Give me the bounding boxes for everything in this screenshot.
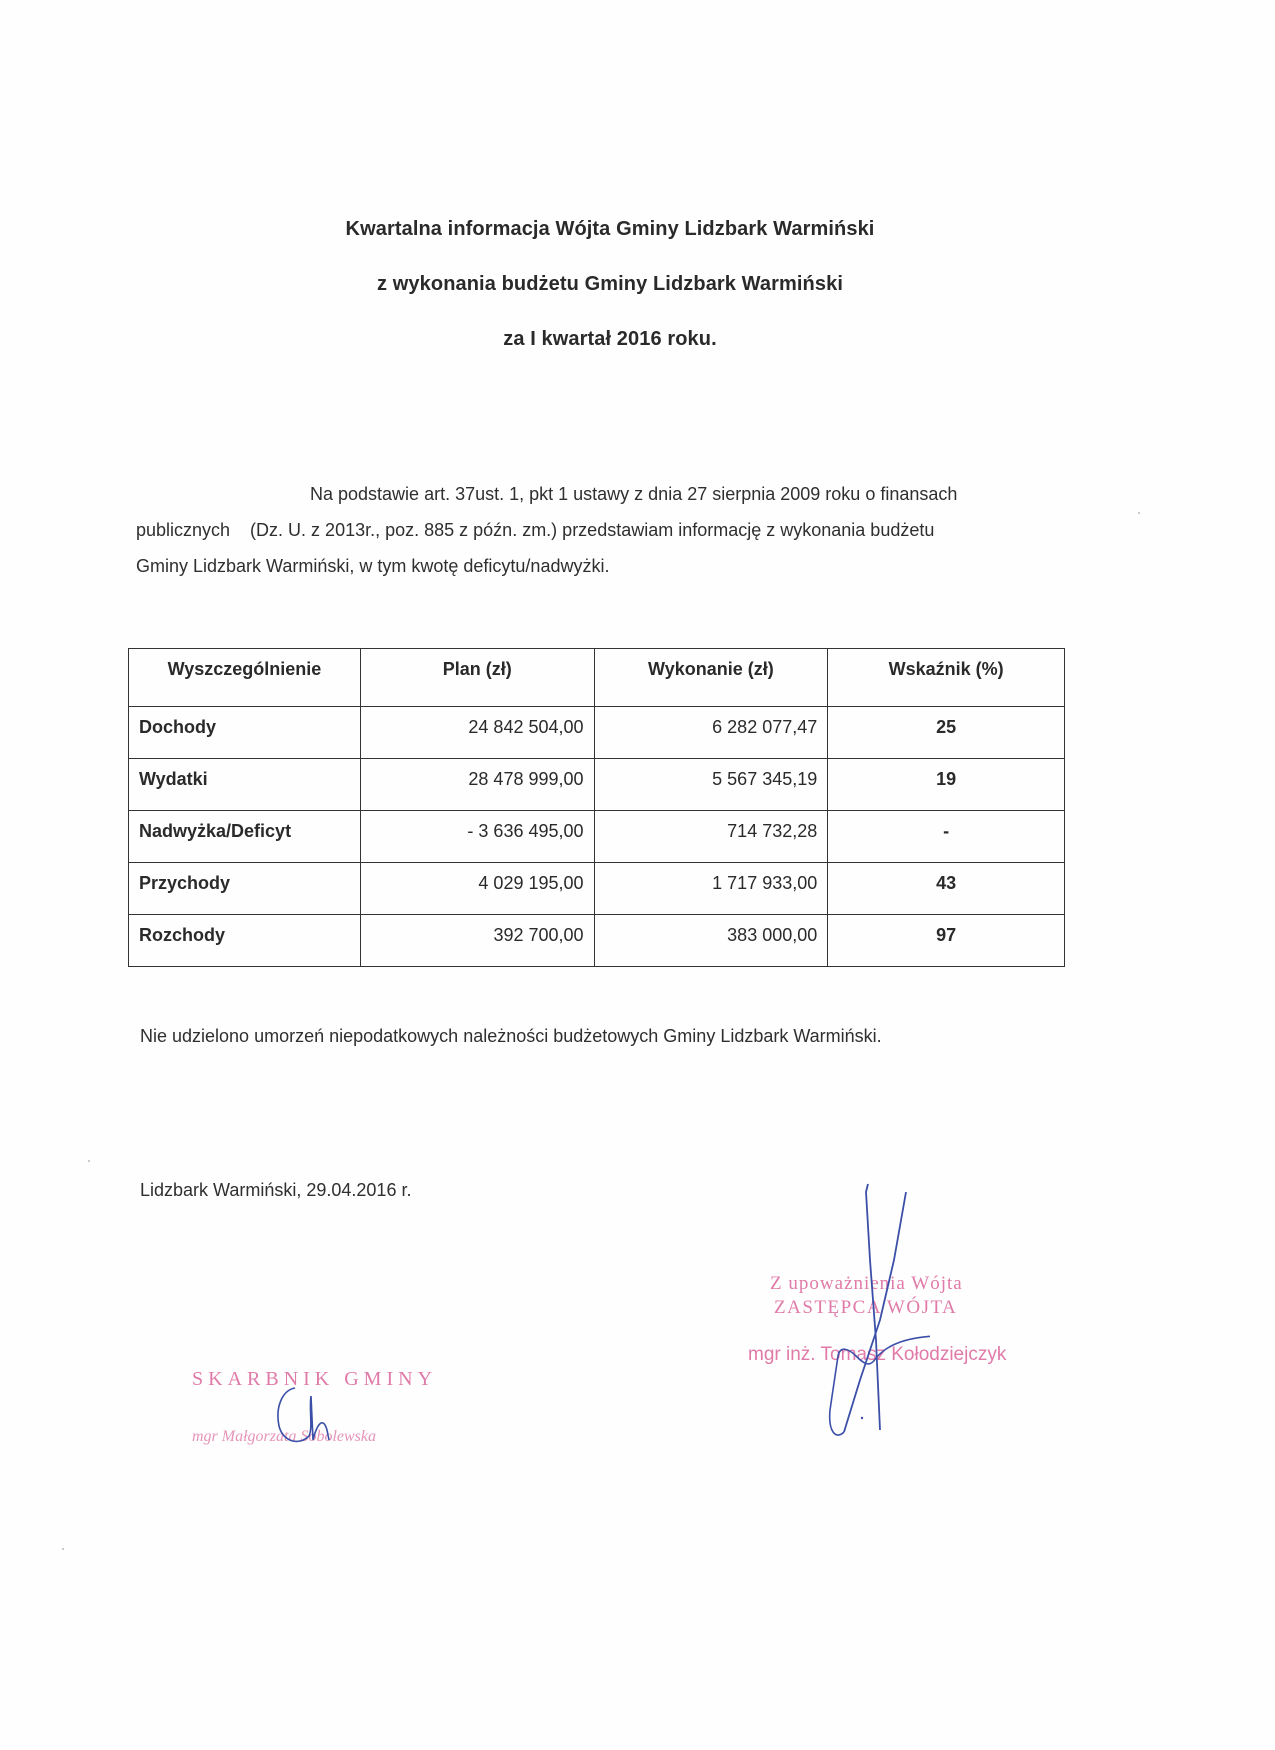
header-wykonanie: Wykonanie (zł) <box>594 649 828 707</box>
scan-speck <box>1138 512 1140 514</box>
row-wskaznik: 19 <box>828 759 1065 811</box>
row-plan: 4 029 195,00 <box>360 863 594 915</box>
note-text: Nie udzielono umorzeń niepodatkowych należności budżetowych Gminy Lidzbark Warmiński. <box>140 1026 882 1046</box>
table-row <box>129 811 1065 863</box>
stamp-left-line-2: mgr Małgorzata Sobolewska <box>192 1428 376 1445</box>
row-label: Rozchody <box>129 915 361 967</box>
intro-line-1: Na podstawie art. 37ust. 1, pkt 1 ustawy z dnia 27 sierpnia 2009 roku o finansach <box>310 484 958 504</box>
row-plan: - 3 636 495,00 <box>360 811 594 863</box>
row-label: Wydatki <box>129 759 361 811</box>
row-plan: 392 700,00 <box>360 915 594 967</box>
table-row <box>129 915 1065 967</box>
table-row <box>129 759 1065 811</box>
row-label: Przychody <box>129 863 361 915</box>
row-wykonanie: 5 567 345,19 <box>594 759 828 811</box>
intro-line-2: publicznych (Dz. U. z 2013r., poz. 885 z późn. zm.) przedstawiam informację z wykonania budżetu <box>136 520 935 540</box>
row-wskaznik: 43 <box>828 863 1065 915</box>
stamp-right-line-3: mgr inż. Tomasz Kołodziejczyk <box>748 1344 1007 1365</box>
row-wskaznik: 25 <box>828 707 1065 759</box>
stamp-right-line-2: ZASTĘPCA WÓJTA <box>774 1297 958 1318</box>
place-date: Lidzbark Warmiński, 29.04.2016 r. <box>140 1180 412 1200</box>
table-row <box>129 863 1065 915</box>
row-wykonanie: 383 000,00 <box>594 915 828 967</box>
budget-table <box>128 648 1065 967</box>
scan-speck <box>88 1160 90 1162</box>
title-line-1: Kwartalna informacja Wójta Gminy Lidzbark Warmiński <box>345 218 875 240</box>
table-row <box>129 707 1065 759</box>
scan-speck <box>62 1548 64 1550</box>
row-label: Dochody <box>129 707 361 759</box>
title-line-2: z wykonania budżetu Gminy Lidzbark Warmiński <box>377 273 843 295</box>
header-wyszczegolnienie: Wyszczególnienie <box>129 649 361 707</box>
row-plan: 28 478 999,00 <box>360 759 594 811</box>
row-plan: 24 842 504,00 <box>360 707 594 759</box>
header-wskaznik: Wskaźnik (%) <box>828 649 1065 707</box>
row-wskaznik: 97 <box>828 915 1065 967</box>
stamp-right-line-1: Z upoważnienia Wójta <box>770 1273 963 1294</box>
header-plan: Plan (zł) <box>360 649 594 707</box>
row-wykonanie: 714 732,28 <box>594 811 828 863</box>
signature-left-icon <box>265 1380 345 1460</box>
title-line-3: za I kwartał 2016 roku. <box>503 328 717 350</box>
row-wykonanie: 1 717 933,00 <box>594 863 828 915</box>
intro-line-3: Gminy Lidzbark Warmiński, w tym kwotę deficytu/nadwyżki. <box>136 556 610 576</box>
row-wskaznik: - <box>828 811 1065 863</box>
row-wykonanie: 6 282 077,47 <box>594 707 828 759</box>
table-header-row <box>129 649 1065 707</box>
row-label: Nadwyżka/Deficyt <box>129 811 361 863</box>
stamp-left-line-1: SKARBNIK GMINY <box>192 1368 438 1390</box>
